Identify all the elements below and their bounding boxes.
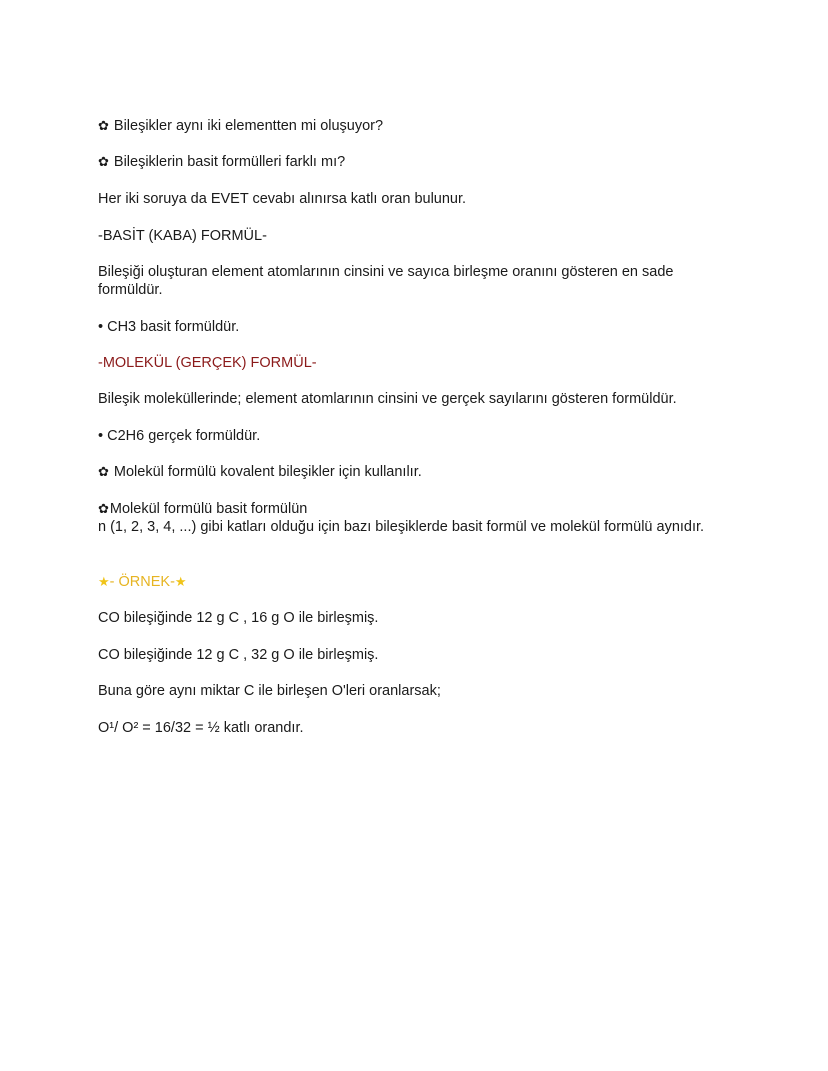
question-1-text: Bileşikler aynı iki elementten mi oluşuyor? bbox=[113, 118, 384, 134]
example-title-text: - ÖRNEK- bbox=[109, 574, 175, 590]
example-line-4: O¹/ O² = 16/32 = ½ katlı orandır. bbox=[98, 720, 304, 736]
example-line-2: CO bileşiğinde 12 g C , 32 g O ile birleşmiş. bbox=[98, 647, 379, 663]
star-icon: ★ bbox=[98, 574, 110, 589]
example-title bbox=[98, 573, 187, 591]
heading-basit-formul: -BASİT (KABA) FORMÜL- bbox=[98, 228, 267, 244]
heading-molekul-formul: -MOLEKÜL (GERÇEK) FORMÜL- bbox=[98, 355, 317, 371]
note-katlar-line-2: n (1, 2, 3, 4, ...) gibi katları olduğu için bazı bileşiklerde basit formül ve molekül formülü aynıdır. bbox=[98, 519, 705, 535]
example-line-1: CO bileşiğinde 12 g C , 16 g O ile birleşmiş. bbox=[98, 610, 379, 626]
paragraph-basit-formul-line-1: Bileşiği oluşturan element atomlarının cinsini ve sayıca birleşme oranını gösteren en sade bbox=[98, 264, 674, 280]
note-kovalent bbox=[98, 463, 422, 481]
note-kovalent-text: Molekül formülü kovalent bileşikler için kullanılır. bbox=[113, 464, 422, 480]
bullet-ch3: • CH3 basit formüldür. bbox=[98, 319, 240, 335]
paragraph-basit-formul bbox=[98, 263, 673, 299]
paragraph-katli-oran: Her iki soruya da EVET cevabı alınırsa katlı oran bulunur. bbox=[98, 191, 467, 207]
note-katlar-line-1-text: Molekül formülü basit formülün bbox=[109, 501, 308, 517]
flower-icon: ✿ bbox=[98, 464, 109, 479]
flower-icon: ✿ bbox=[98, 154, 109, 169]
question-2-text: Bileşiklerin basit formülleri farklı mı? bbox=[113, 154, 346, 170]
question-2 bbox=[98, 153, 345, 171]
flower-icon: ✿ bbox=[98, 501, 109, 516]
example-line-3: Buna göre aynı miktar C ile birleşen O'leri oranlarsak; bbox=[98, 683, 441, 699]
paragraph-basit-formul-line-2: formüldür. bbox=[98, 282, 163, 298]
flower-icon: ✿ bbox=[98, 118, 109, 133]
question-1 bbox=[98, 117, 383, 135]
note-katlar bbox=[98, 500, 704, 536]
star-icon: ★ bbox=[174, 574, 187, 589]
bullet-c2h6: • C2H6 gerçek formüldür. bbox=[98, 428, 261, 444]
note-katlar-line-1 bbox=[98, 500, 704, 518]
paragraph-molekul-formul: Bileşik moleküllerinde; element atomlarının cinsini ve gerçek sayılarını gösteren formüldür. bbox=[98, 391, 677, 407]
